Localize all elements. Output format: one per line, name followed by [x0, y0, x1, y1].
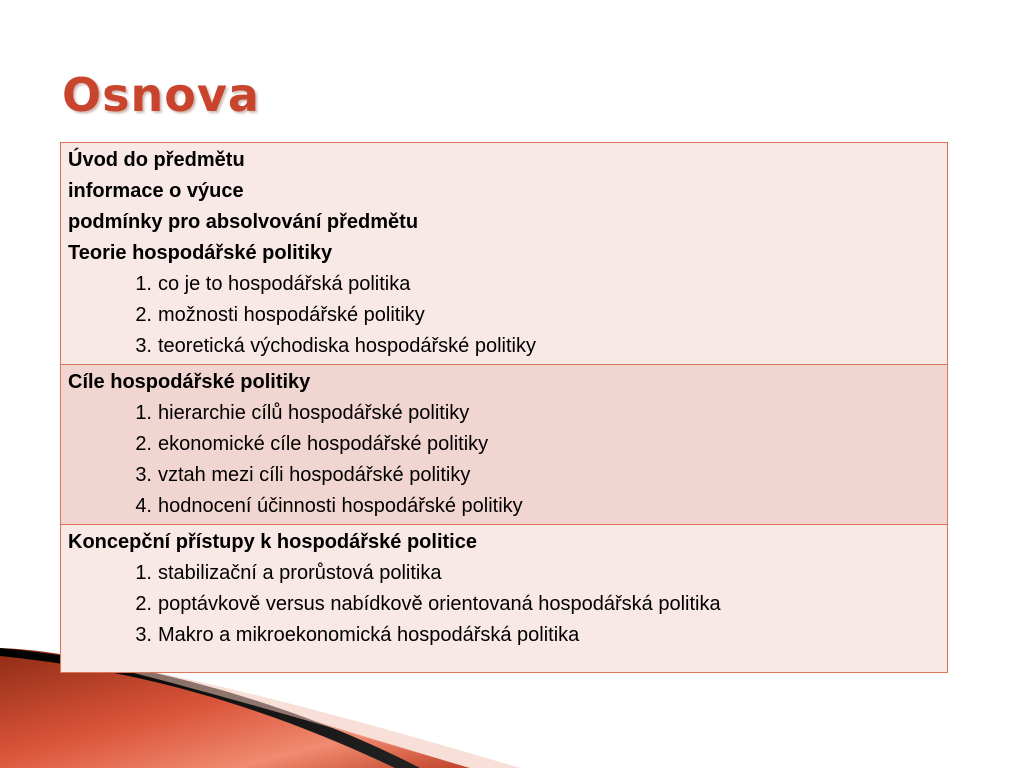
list-item-text: co je to hospodářská politika — [158, 273, 411, 295]
table-row — [61, 143, 948, 365]
list-number: 2. — [135, 433, 152, 455]
list-item — [118, 589, 939, 620]
list-item — [118, 300, 939, 331]
list-number: 1. — [135, 402, 152, 424]
numbered-list — [68, 558, 939, 651]
list-number: 3. — [135, 464, 152, 486]
list-item-text: poptávkově versus nabídkově orientovaná hospodářská politika — [158, 593, 721, 615]
list-item-text: ekonomické cíle hospodářské politiky — [158, 433, 489, 455]
table-cell — [61, 143, 948, 365]
list-item — [118, 331, 939, 362]
list-item — [118, 398, 939, 429]
section-heading: podmínky pro absolvování předmětu — [68, 211, 419, 233]
list-item-text: stabilizační a prorůstová politika — [158, 562, 442, 584]
list-number: 2. — [135, 304, 152, 326]
list-number: 4. — [135, 495, 152, 517]
list-item — [118, 620, 939, 651]
section-heading: Cíle hospodářské politiky — [68, 371, 311, 393]
list-item-text: Makro a mikroekonomická hospodářská politika — [158, 624, 580, 646]
list-item — [118, 429, 939, 460]
table-row — [61, 365, 948, 525]
list-item — [118, 491, 939, 522]
list-item — [118, 460, 939, 491]
table-row — [61, 525, 948, 673]
table-cell — [61, 365, 948, 525]
numbered-list — [68, 269, 939, 362]
list-number: 1. — [135, 273, 152, 295]
outline-table — [60, 142, 948, 673]
table-cell — [61, 525, 948, 673]
list-item — [118, 558, 939, 589]
list-item-text: teoretická východiska hospodářské politiky — [158, 335, 536, 357]
list-number: 1. — [135, 562, 152, 584]
numbered-list — [68, 398, 939, 522]
list-item-text: hodnocení účinnosti hospodářské politiky — [158, 495, 523, 517]
list-item — [118, 269, 939, 300]
section-heading: Teorie hospodářské politiky — [68, 242, 333, 264]
list-number: 3. — [135, 335, 152, 357]
list-item-text: vztah mezi cíli hospodářské politiky — [158, 464, 471, 486]
list-number: 2. — [135, 593, 152, 615]
list-number: 3. — [135, 624, 152, 646]
section-heading: informace o výuce — [68, 180, 244, 202]
list-item-text: hierarchie cílů hospodářské politiky — [158, 402, 470, 424]
page-title: Osnova — [62, 68, 260, 122]
list-item-text: možnosti hospodářské politiky — [158, 304, 425, 326]
section-heading: Koncepční přístupy k hospodářské politice — [68, 531, 477, 553]
section-heading: Úvod do předmětu — [68, 149, 245, 171]
